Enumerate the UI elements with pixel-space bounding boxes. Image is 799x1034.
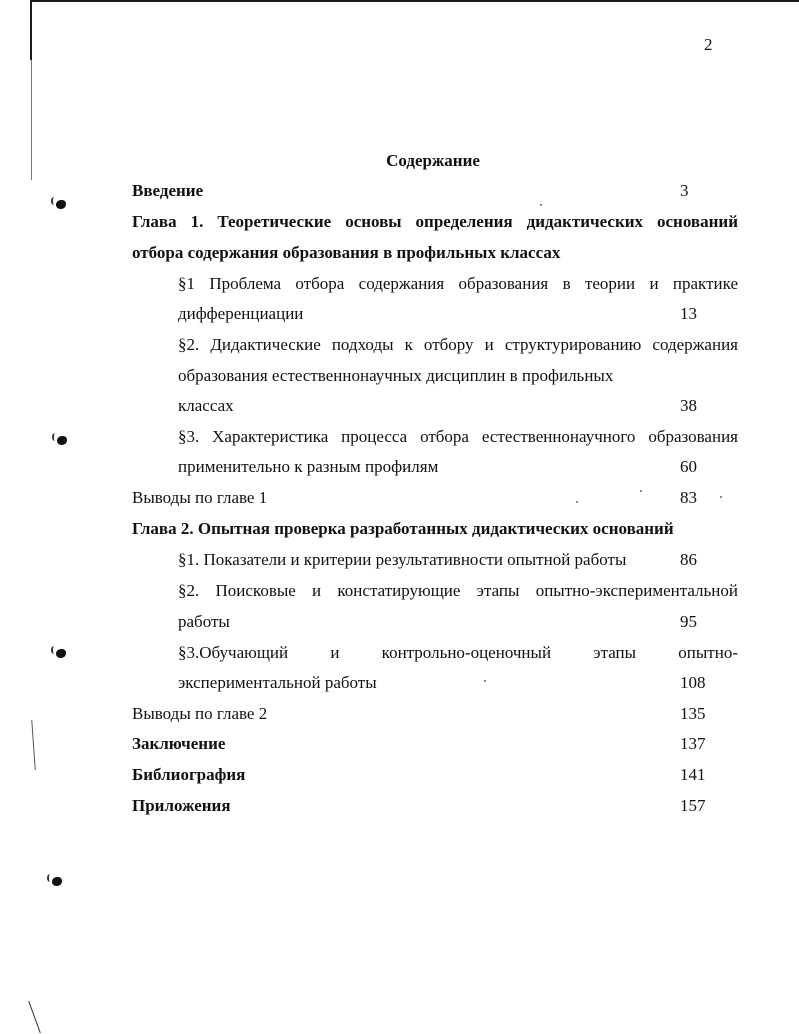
scan-speck: [640, 490, 642, 492]
toc-bibliography-page: 141: [680, 765, 706, 784]
toc-conclusion-page: 137: [680, 734, 706, 753]
toc-ch1-section2-line1: §2. Дидактические подходы к отбору и структурированию содержания: [178, 335, 738, 354]
toc-ch2-section2-page: 95: [680, 612, 697, 631]
toc-ch2-section3-line1: §3.Обучающий и контрольно-оценочный этапы опытно-: [178, 643, 738, 662]
toc-conclusions1-page: 83: [680, 488, 697, 507]
page-number: 2: [704, 35, 713, 54]
toc-ch1-section3-line2: применительно к разным профилям: [178, 457, 439, 476]
toc-bibliography-label: Библиография: [132, 765, 246, 784]
scan-speck: [540, 204, 542, 206]
punch-hole-mark: [52, 877, 62, 886]
toc-chapter2-title: Глава 2. Опытная проверка разработанных дидактических оснований: [132, 519, 674, 538]
toc-introduction-label: Введение: [132, 181, 204, 200]
toc-ch1-section1-line1: §1 Проблема отбора содержания образования в теории и практике: [178, 274, 738, 293]
punch-hole-mark: [57, 436, 67, 445]
toc-ch2-section2-line1: §2. Поисковые и констатирующие этапы опытно-экспериментальной: [178, 581, 738, 600]
toc-ch1-section2-line3: классах: [178, 396, 234, 415]
scan-edge-left-bottom: [28, 1001, 41, 1033]
scan-edge-top: [30, 0, 799, 2]
toc-ch2-section1-page: 86: [680, 550, 697, 569]
toc-conclusions2-page: 135: [680, 704, 706, 723]
toc-ch2-section3-line2: экспериментальной работы: [178, 673, 377, 692]
toc-ch2-section3-page: 108: [680, 673, 706, 692]
toc-ch1-section3-page: 60: [680, 457, 697, 476]
toc-ch1-section1-page: 13: [680, 304, 697, 323]
toc-appendices-page: 157: [680, 796, 706, 815]
toc-appendices-label: Приложения: [132, 796, 231, 815]
punch-hole-mark: [56, 649, 66, 658]
toc-ch1-section2-line2: образования естественнонаучных дисциплин в профильных: [178, 366, 614, 385]
toc-conclusion-label: Заключение: [132, 734, 226, 753]
toc-title: Содержание: [386, 151, 480, 170]
scan-speck: [576, 501, 578, 503]
toc-ch1-section3-line1: §3. Характеристика процесса отбора естественнонаучного образования: [178, 427, 738, 446]
toc-ch1-section1-line2: дифференциации: [178, 304, 304, 323]
toc-chapter1-title-line2: отбора содержания образования в профильных классах: [132, 243, 561, 262]
toc-introduction-page: 3: [680, 181, 689, 200]
scan-edge-left-mark: [31, 720, 35, 770]
scan-speck: [720, 496, 722, 498]
punch-hole-mark: [56, 200, 66, 209]
scan-speck: [484, 680, 486, 682]
toc-ch2-section2-line2: работы: [178, 612, 230, 631]
toc-ch1-section2-page: 38: [680, 396, 697, 415]
toc-conclusions1-label: Выводы по главе 1: [132, 488, 268, 507]
toc-ch2-section1-line1: §1. Показатели и критерии результативности опытной работы: [178, 550, 627, 569]
toc-chapter1-title-line1: Глава 1. Теоретические основы определения дидактических оснований: [132, 212, 738, 231]
toc-conclusions2-label: Выводы по главе 2: [132, 704, 268, 723]
scan-edge-left: [30, 0, 32, 60]
